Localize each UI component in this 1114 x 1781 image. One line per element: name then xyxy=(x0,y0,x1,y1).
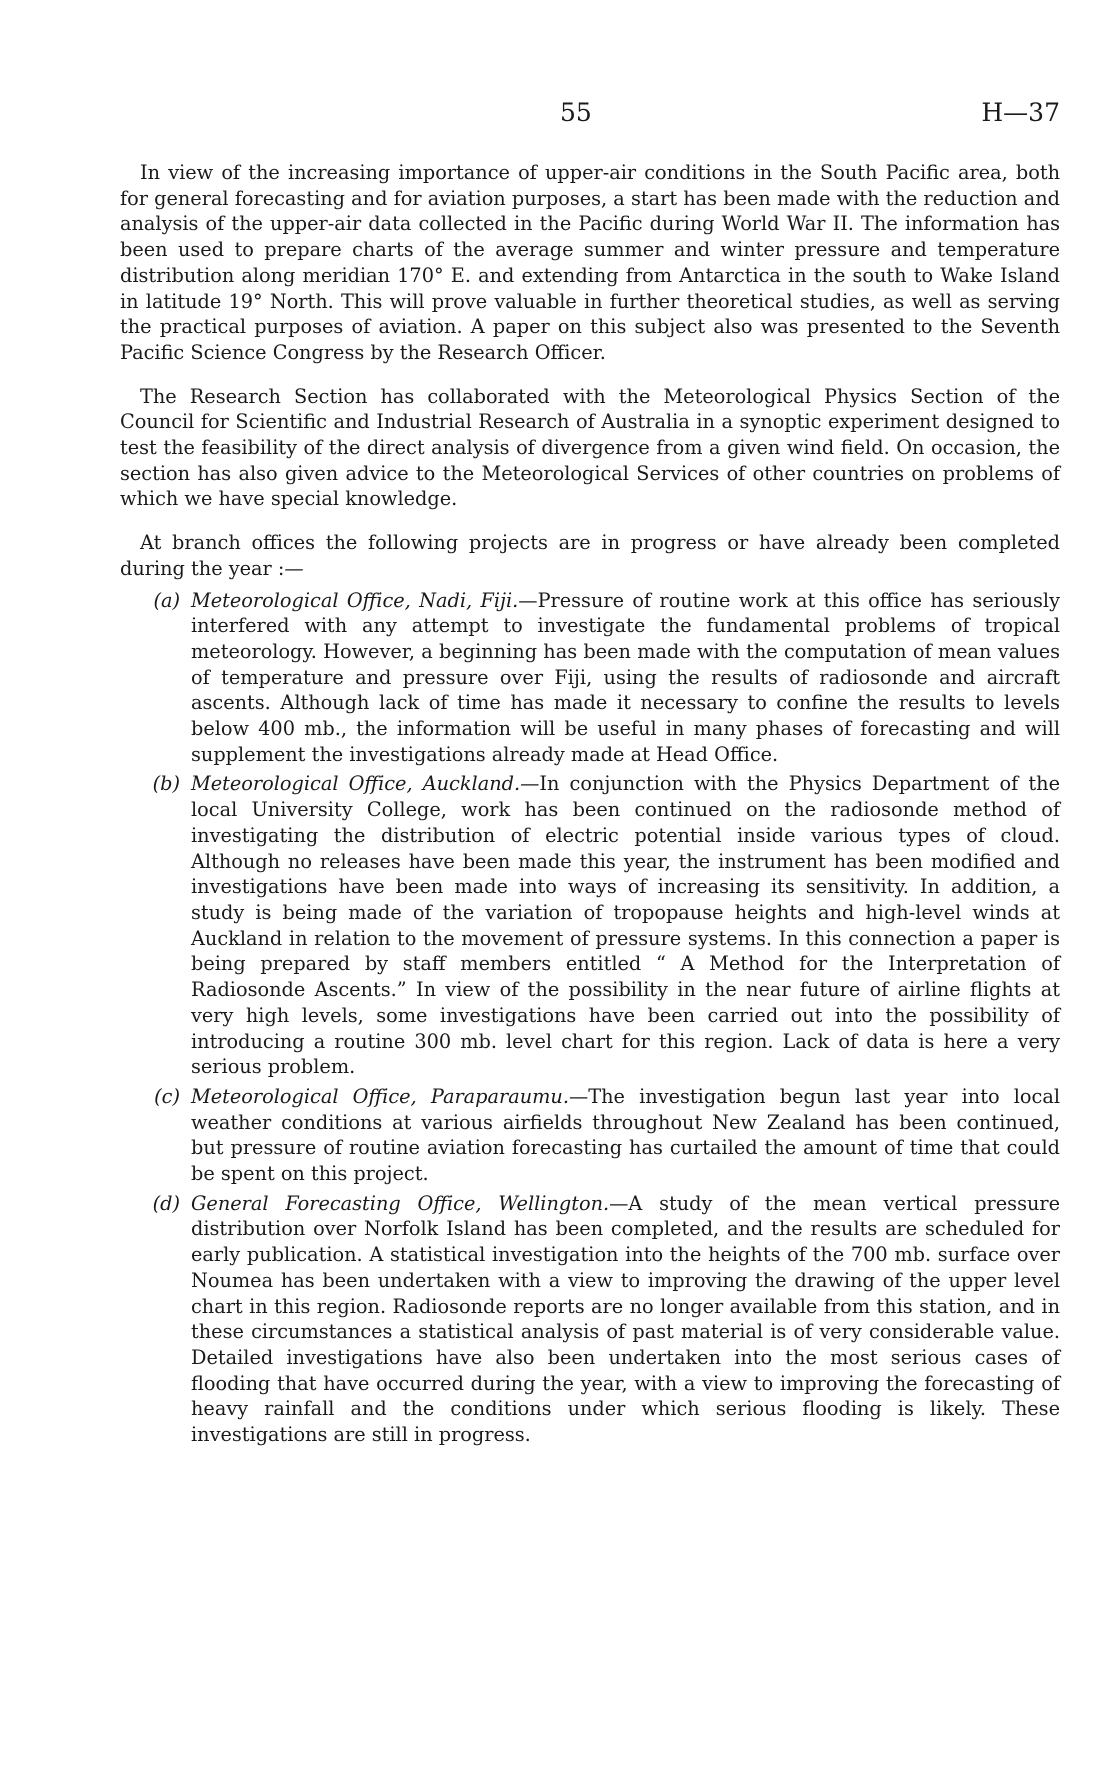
item-text: —In conjunction with the Physics Department of the local University College, work has been continued on the radiosonde method of investigating the distribution of electric potential inside various types of cloud. Although no releases have been made this year, the instrument has been modified and investigations have been made into ways of increasing its sensitivity. In addition, a study is being made of the variation of tropopause heights and high-level winds at Auckland in relation to the movement of pressure systems. In this connection a paper is being prepared by staff members entitled “ A Method for the Interpretation of Radiosonde Ascents.” In view of the possibility in the near future of airline flights at very high levels, some investigations have been carried out into the possibility of introducing a routine 300 mb. level chart for this region. Lack of data is here a very serious problem. xyxy=(191,772,1060,1079)
page-body xyxy=(120,160,1060,1452)
item-text: —Pressure of routine work at this office has seriously interfered with any attempt to investigate the fundamental problems of tropical meteorology. However, a beginning has been made with the computation of mean values of temperature and pressure over Fiji, using the results of radiosonde and aircraft ascents. Although lack of time has made it necessary to confine the results to levels below 400 mb., the information will be useful in many phases of forecasting and will supplement the investigations already made at Head Office. xyxy=(191,588,1060,766)
item-heading: Meteorological Office, Auckland. xyxy=(191,772,521,796)
list-item-paraparaumu xyxy=(120,1084,1060,1187)
item-heading: Meteorological Office, Paraparaumu. xyxy=(191,1084,569,1108)
list-item-wellington xyxy=(120,1191,1060,1448)
paragraph-upper-air: In view of the increasing importance of upper-air conditions in the South Pacific area, both for general forecasting and for aviation purposes, a start has been made with the reduction and analysis of the upper-air data collected in the Pacific during World War II. The information has been used to prepare charts of the average summer and winter pressure and temperature distribution along meridian 170° E. and extending from Antarctica in the south to Wake Island in latitude 19° North. This will prove valuable in further theoretical studies, as well as serving the practical purposes of aviation. A paper on this subject also was presented to the Seventh Pacific Science Congress by the Research Officer. xyxy=(120,161,1060,364)
item-text: —The investigation begun last year into local weather conditions at various airfields throughout New Zealand has been continued, but pressure of routine aviation forecasting has curtailed the amount of time that could be spent on this project. xyxy=(191,1084,1060,1186)
page-header xyxy=(120,98,1060,138)
item-marker: (b) xyxy=(152,772,180,796)
item-text: —A study of the mean vertical pressure distribution over Norfolk Island has been completed, and the results are scheduled for early publication. A statistical investigation into the heights of the 700 mb. surface over Noumea has been undertaken with a view to improving the drawing of the upper level chart in this region. Radiosonde reports are no longer available from this station, and in these circumstances a statistical analysis of past material is of very considerable value. Detailed investigations have also been undertaken into the most serious cases of flooding that have occurred during the year, with a view to improving the forecasting of heavy rainfall and the conditions under which serious flooding is likely. These investigations are still in progress. xyxy=(191,1191,1061,1447)
item-heading: General Forecasting Office, Wellington. xyxy=(191,1191,610,1215)
list-item-auckland xyxy=(120,771,1060,1079)
item-heading: Meteorological Office, Nadi, Fiji. xyxy=(191,588,519,612)
item-marker: (d) xyxy=(152,1191,180,1215)
page-number: 55 xyxy=(560,98,592,127)
document-reference: H—37 xyxy=(981,98,1060,127)
branch-office-projects-list xyxy=(120,588,1060,1448)
paragraph-research-section: The Research Section has collaborated with the Meteorological Physics Section of the Council for Scientific and Industrial Research of Australia in a synoptic experiment designed to test the feasibility of the direct analysis of divergence from a given wind field. On occasion, the section has also given advice to the Meteorological Services of other countries on problems of which we have special knowledge. xyxy=(120,384,1060,511)
item-marker: (a) xyxy=(153,588,180,612)
paragraph-branch-offices-intro: At branch offices the following projects are in progress or have already been completed during the year :— xyxy=(120,531,1060,580)
item-marker: (c) xyxy=(154,1084,180,1108)
list-item-nadi xyxy=(120,588,1060,768)
